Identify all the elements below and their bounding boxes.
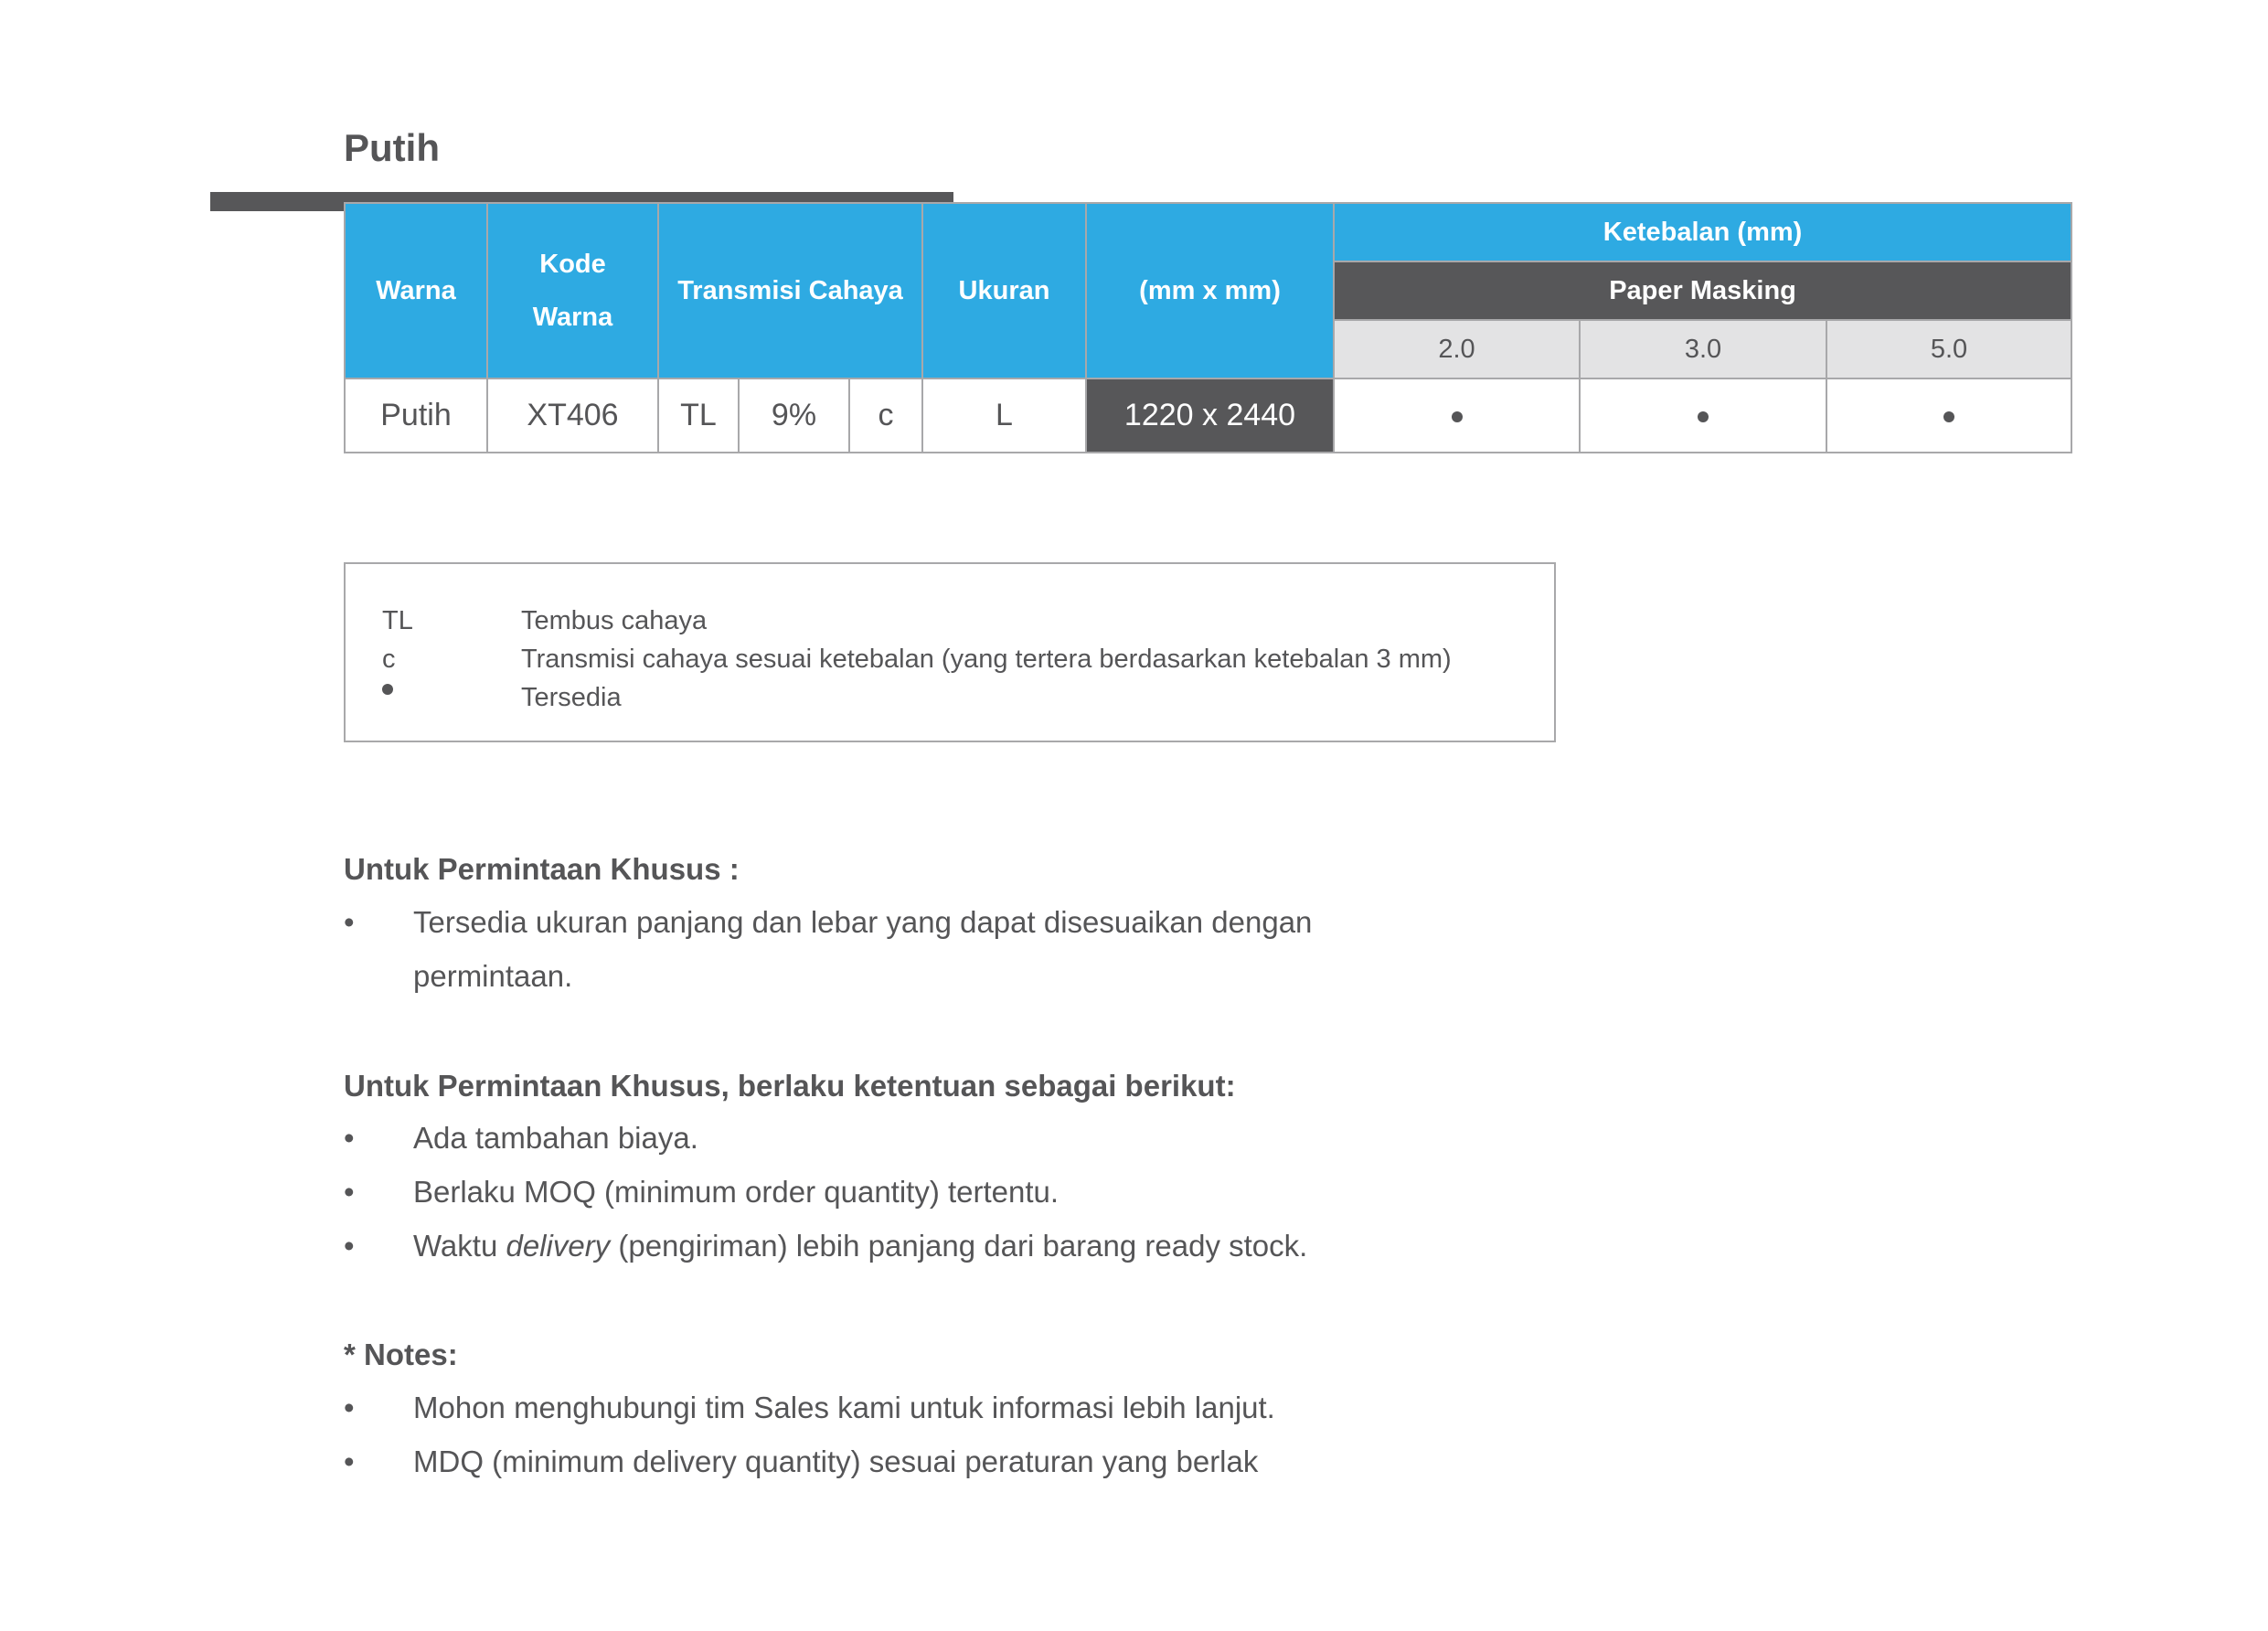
terms-heading: Untuk Permintaan Khusus, berlaku ketentuan sebagai berikut: (344, 1069, 1236, 1103)
bullet-icon: • (344, 1444, 355, 1478)
text-suffix: (pengiriman) lebih panjang dari barang ready stock. (610, 1229, 1308, 1263)
header-thickness-3: 3.0 (1580, 320, 1826, 378)
cell-transmisi-percent: 9% (739, 378, 849, 453)
header-transmisi-cahaya: Transmisi Cahaya (658, 203, 922, 378)
notes-heading: * Notes: (344, 1338, 458, 1371)
legend-key: c (382, 645, 396, 674)
spec-table (344, 202, 2072, 453)
list-item-text (413, 1229, 1307, 1263)
legend-key: TL (382, 606, 413, 635)
cell-avail-5 (1826, 378, 2071, 453)
cell-kode: XT406 (487, 378, 658, 453)
header-ukuran: Ukuran (922, 203, 1086, 378)
list-item-text: Mohon menghubungi tim Sales kami untuk informasi lebih lanjut. (413, 1391, 1275, 1424)
legend-box (344, 562, 1556, 742)
header-kode-line2: Warna (532, 303, 613, 332)
legend-desc: Transmisi cahaya sesuai ketebalan (yang tertera berdasarkan ketebalan 3 mm) (521, 645, 1452, 674)
special-request-heading: Untuk Permintaan Khusus : (344, 852, 740, 886)
header-thickness-2: 2.0 (1334, 320, 1580, 378)
text-prefix: Waktu (413, 1229, 506, 1263)
list-item-text: permintaan. (413, 959, 573, 993)
cell-warna: Putih (345, 378, 487, 453)
bullet-icon: • (344, 905, 355, 939)
text-emphasis: delivery (506, 1229, 611, 1263)
header-dimensi: (mm x mm) (1086, 203, 1334, 378)
list-item (344, 1444, 1441, 1481)
header-warna: Warna (345, 203, 487, 378)
cell-avail-3 (1580, 378, 1826, 453)
bullet-icon: • (344, 1175, 355, 1209)
header-kode-line1: Kode (539, 250, 606, 279)
list-item-text: Ada tambahan biaya. (413, 1121, 698, 1155)
list-item-text: Tersedia ukuran panjang dan lebar yang dapat disesuaikan dengan (413, 905, 1313, 939)
legend-desc: Tersedia (521, 683, 622, 712)
cell-avail-2 (1334, 378, 1580, 453)
available-dot-icon (1943, 411, 1954, 422)
cell-transmisi-type: TL (658, 378, 739, 453)
page-title: Putih (344, 126, 440, 169)
table-row (345, 378, 2071, 453)
bullet-icon: • (344, 1229, 355, 1263)
header-kode-warna (487, 203, 658, 378)
legend-key (382, 669, 492, 708)
bullet-icon: • (344, 1121, 355, 1155)
header-thickness-5: 5.0 (1826, 320, 2071, 378)
cell-dimensi: 1220 x 2440 (1086, 378, 1334, 453)
list-item-text: Berlaku MOQ (minimum order quantity) tertentu. (413, 1175, 1059, 1209)
header-paper-masking: Paper Masking (1334, 261, 2071, 320)
cell-transmisi-note: c (849, 378, 922, 453)
legend-desc: Tembus cahaya (521, 606, 708, 635)
bullet-icon: • (344, 1391, 355, 1424)
available-dot-icon (382, 684, 393, 695)
cell-ukuran: L (922, 378, 1086, 453)
available-dot-icon (1452, 411, 1463, 422)
header-ketebalan: Ketebalan (mm) (1334, 203, 2071, 261)
available-dot-icon (1698, 411, 1709, 422)
list-item-text: MDQ (minimum delivery quantity) sesuai peraturan yang berlak (413, 1444, 1259, 1478)
